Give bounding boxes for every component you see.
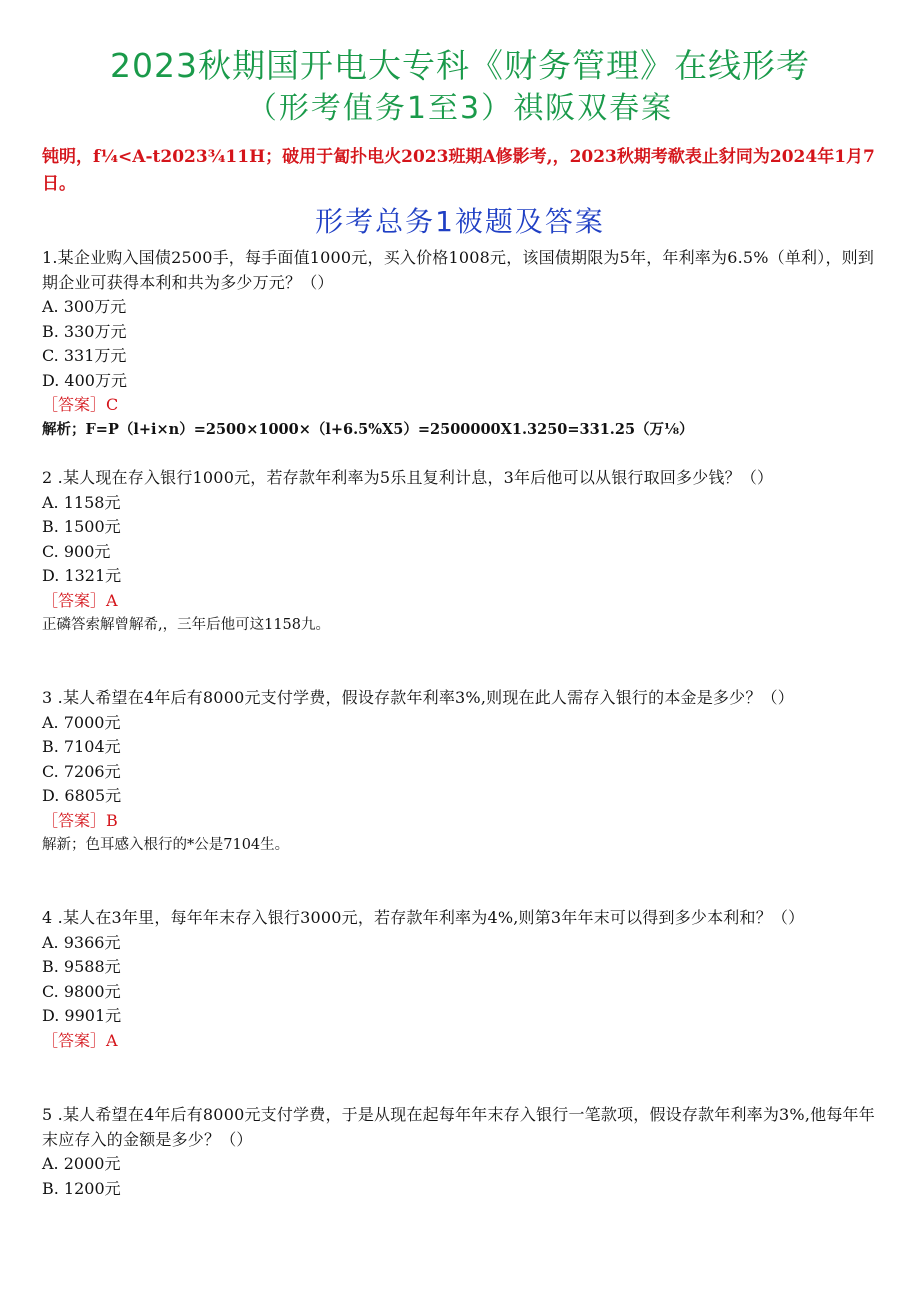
option-d: D. 9901元 xyxy=(42,1006,122,1025)
document-subtitle: （形考值务1至3）祺阪双春案 xyxy=(246,91,674,126)
option-d: D. 1321元 xyxy=(42,566,122,585)
option-a: A. 7000元 xyxy=(42,712,121,732)
answer-label: ［答案］A xyxy=(42,1030,118,1050)
option-c: C. 7206元 xyxy=(42,761,121,781)
document-title: 2023秋期国开电大专科《财务管理》在线形考 xyxy=(110,46,810,85)
notice-text: 钝明，f¼<A-t2023¾11H；破用于匐扑电火2023班期A修影考,，2023秋期考欷表止豺同为2024年1月7日。 xyxy=(42,147,875,194)
explanation-text: 解新；色耳感入根行的*公是7104生。 xyxy=(42,837,290,853)
option-a: A. 2000元 xyxy=(42,1154,121,1173)
option-b: B. 1200元 xyxy=(42,1178,121,1198)
option-a: A. 1158元 xyxy=(42,492,121,512)
option-b: B. 330万元 xyxy=(42,321,127,341)
question-5 xyxy=(42,1103,882,1201)
question-4 xyxy=(42,906,882,1053)
answer-label: ［答案］C xyxy=(42,395,119,414)
option-d: D. 6805元 xyxy=(42,786,122,805)
question-stem: 4 .某人在3年里，每年年末存入银行3000元，若存款年利率为4%,则第3年年末可以得到多少本利和？（） xyxy=(42,908,805,927)
option-c: C. 331万元 xyxy=(42,346,127,365)
question-2 xyxy=(42,466,882,638)
option-b: B. 7104元 xyxy=(42,737,121,756)
option-d: D. 400万元 xyxy=(42,370,127,390)
explanation-text: 解析；F=P（l+i×n）=2500×1000×（l+6.5%X5）=2500000X1.3250=331.25（万⅛） xyxy=(42,420,694,438)
question-3 xyxy=(42,686,882,858)
question-stem: 5 .某人希望在4年后有8000元支付学费，于是从现在起每年年末存入银行一笔款项，假设存款年利率为3%,他每年年末应存入的金额是多少？（） xyxy=(42,1105,875,1149)
question-1 xyxy=(42,246,882,442)
answer-label: ［答案］B xyxy=(42,810,118,830)
option-c: C. 900元 xyxy=(42,541,111,561)
answer-label: ［答案］A xyxy=(42,590,118,610)
option-a: A. 9366元 xyxy=(42,932,121,952)
explanation-text: 正磷答索解曾解希,，三年后他可这1158九。 xyxy=(42,617,331,633)
question-stem: 3 .某人希望在4年后有8000元支付学费，假设存款年利率3%,则现在此人需存入银行的本金是多少？（） xyxy=(42,688,794,707)
option-b: B. 9588元 xyxy=(42,957,121,976)
question-stem: 1.某企业购入国债2500手，每手面值1000元，买入价格1008元，该国债期限为5年，年利率为6.5%（单利），则到期企业可获得本利和共为多少万元？（） xyxy=(42,248,875,292)
option-c: C. 9800元 xyxy=(42,981,121,1001)
section-title: 形考总务1被题及答案 xyxy=(315,205,605,238)
option-a: A. 300万元 xyxy=(42,297,127,316)
question-stem: 2 .某人现在存入银行1000元，若存款年利率为5乐且复利计息，3年后他可以从银行取回多少钱？（） xyxy=(42,468,774,487)
option-b: B. 1500元 xyxy=(42,517,121,536)
